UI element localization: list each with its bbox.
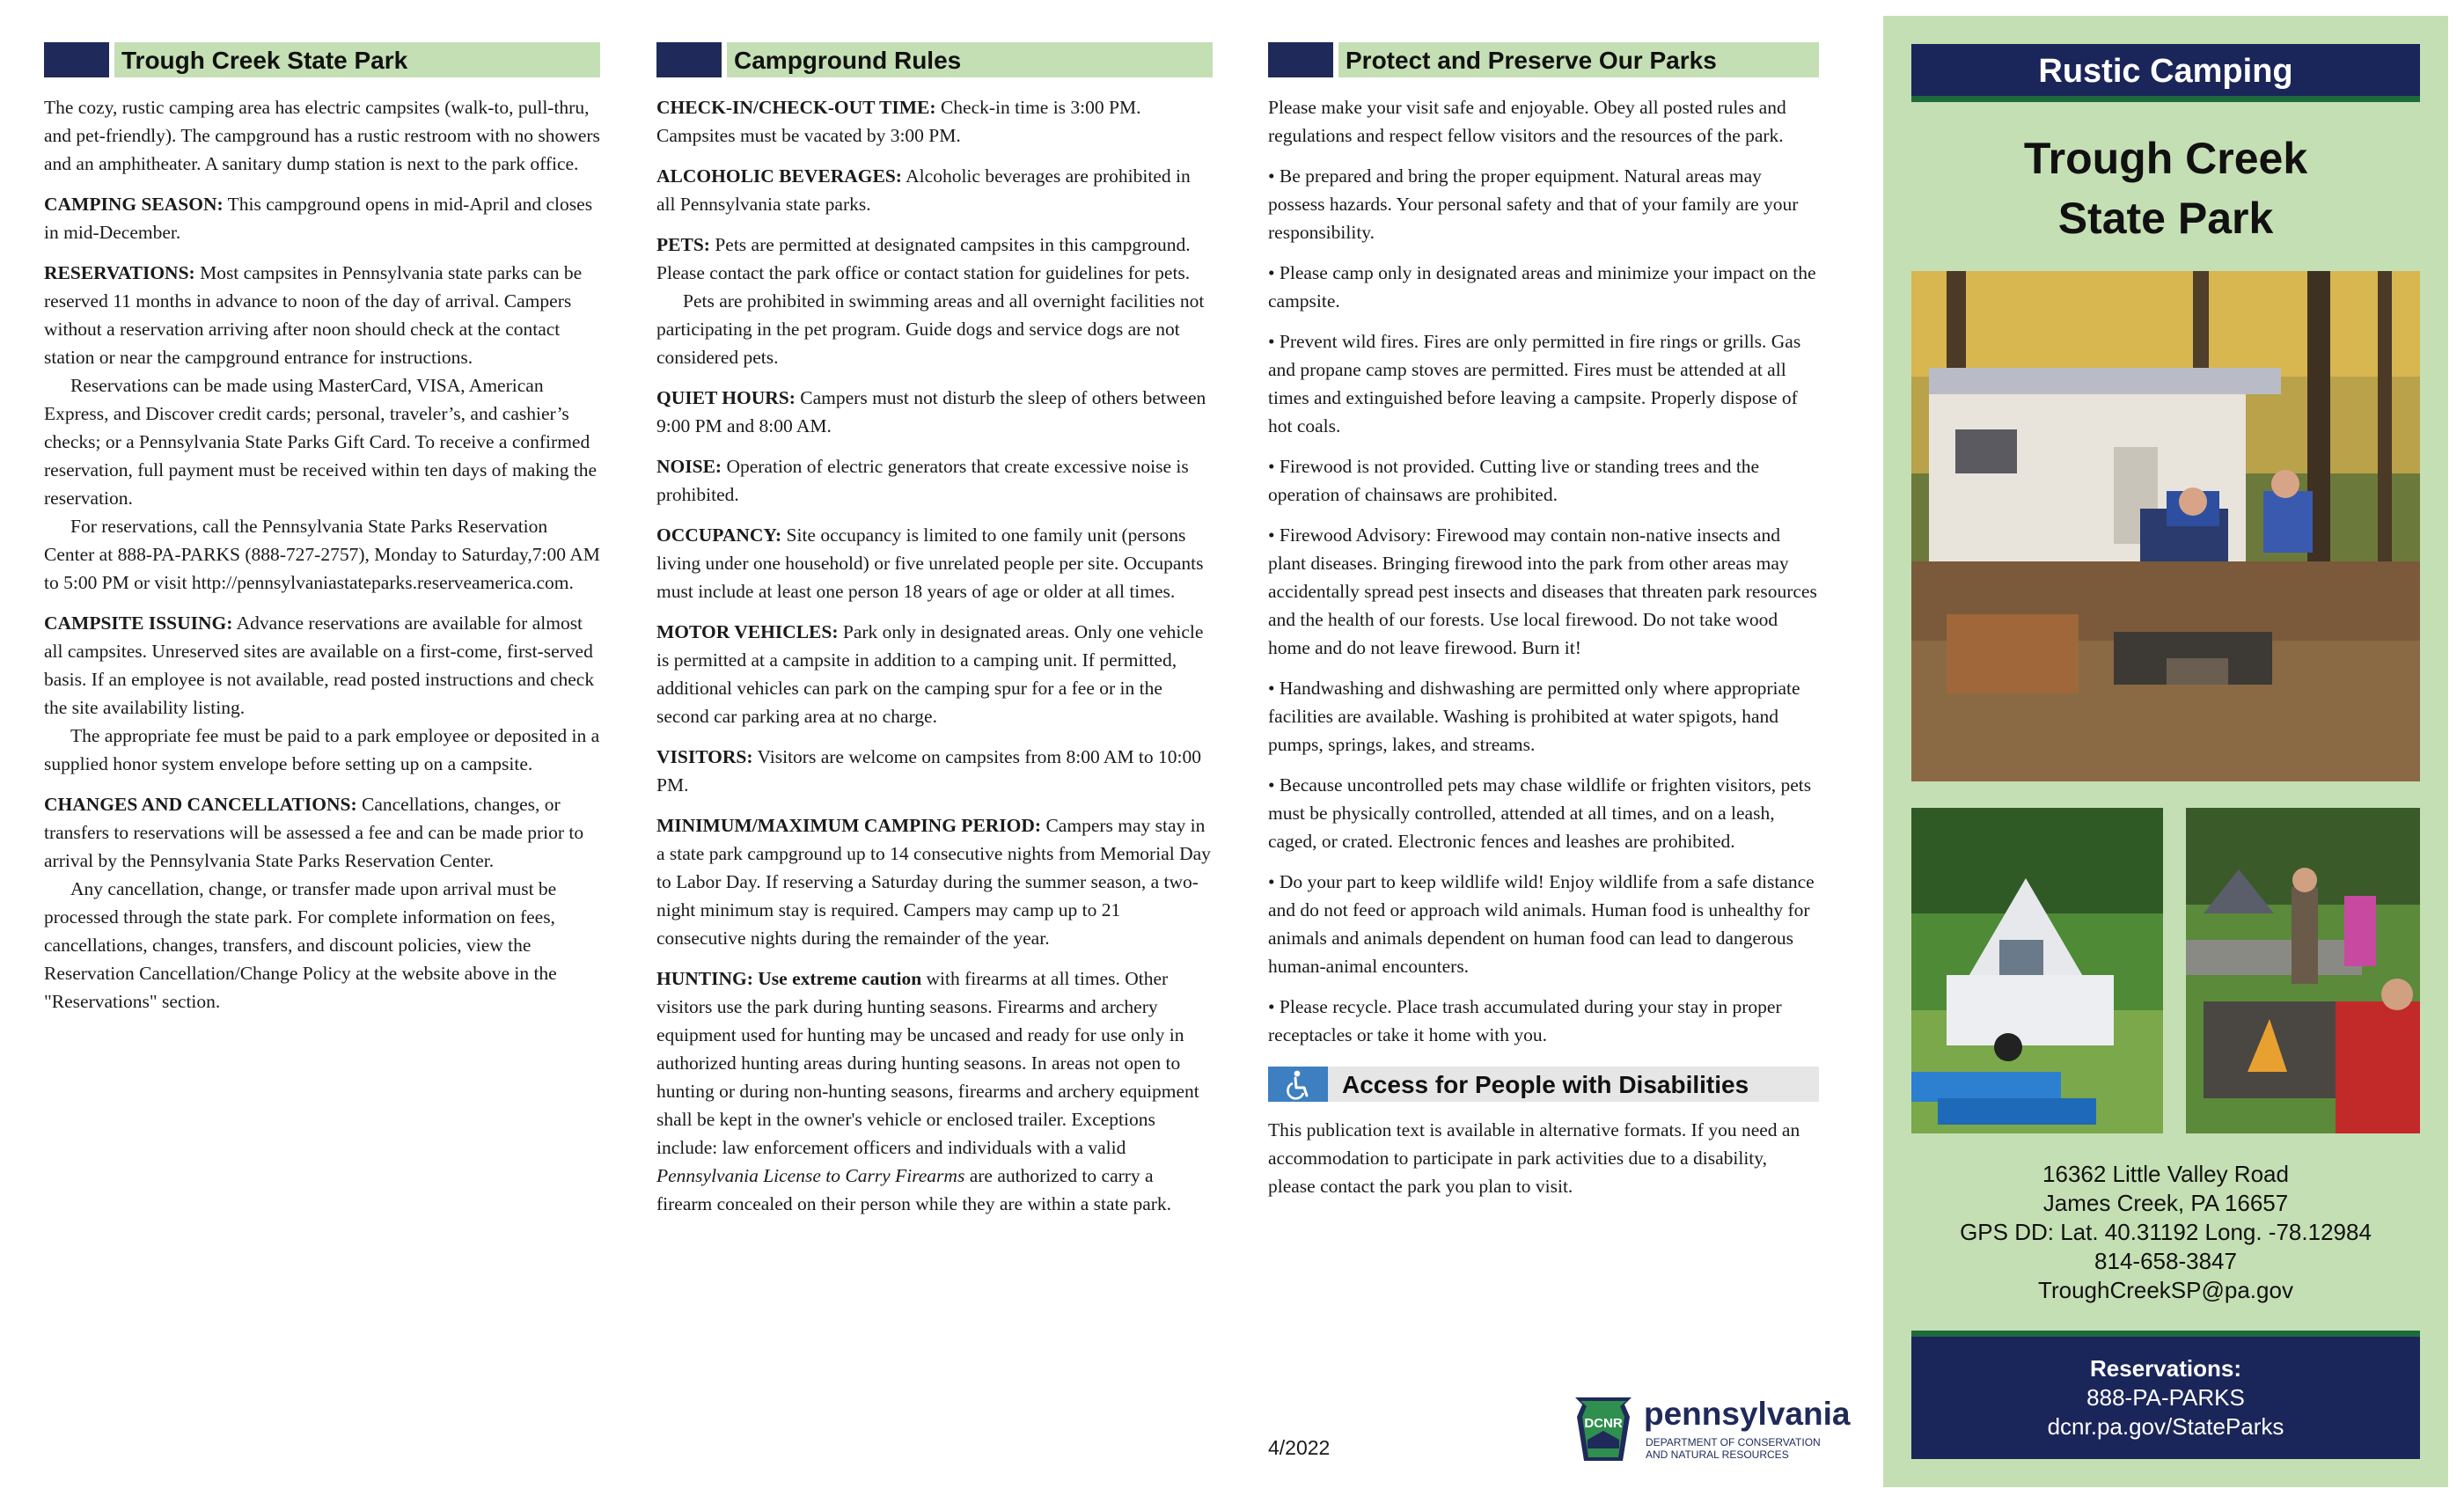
keystone-icon bbox=[1572, 1396, 1635, 1463]
checkin-rule: CHECK-IN/CHECK-OUT TIME: Check-in time is 3:00 PM. Campsites must be vacated by 3:00 PM. bbox=[656, 97, 1141, 146]
dcnr-logo bbox=[1572, 1396, 1851, 1464]
intro-paragraph: The cozy, rustic camping area has electric campsites (walk-to, pull-thru, and pet-friendly). The campground has a rustic restroom with no showers and an amphitheater. A sanitary dump station is next to the park office. bbox=[44, 97, 600, 174]
rustic-camping-banner bbox=[1911, 44, 2420, 102]
campfire-photo bbox=[2186, 808, 2420, 1133]
reservations-url: dcnr.pa.gov/StateParks bbox=[2047, 1413, 2284, 1440]
address-gps: GPS DD: Lat. 40.31192 Long. -78.12984 bbox=[1960, 1219, 2372, 1245]
reservations-heading: Reservations: bbox=[2090, 1355, 2241, 1382]
alcohol-rule: ALCOHOLIC BEVERAGES: Alcoholic beverages are prohibited in all Pennsylvania state parks. bbox=[656, 165, 1191, 215]
reservations-contact-paragraph: For reservations, call the Pennsylvania State Parks Reservation Center at 888-PA-PARKS (888-727-2757), Monday to Saturday,7:00 AM to 5:00 PM or visit http://pennsylvaniastateparks.reserveamerica.com. bbox=[44, 516, 600, 593]
campsite-photo bbox=[1911, 271, 2420, 781]
bullet-item: • Please recycle. Place trash accumulated during your stay in proper receptacles or take it home with you. bbox=[1268, 996, 1782, 1045]
reservations-phone: 888-PA-PARKS bbox=[2086, 1384, 2245, 1411]
changes-arrival-paragraph: Any cancellation, change, or transfer made upon arrival must be processed through the state park. For complete information on fees, cancellations, changes, transfers, and discount policies, view the Reservation Cancellation/Change Policy at the website above in the "Reservations" section. bbox=[44, 878, 557, 1012]
issuing-paragraph: CAMPSITE ISSUING: Advance reservations are available for almost all campsites. Unreserved sites are available on a first-come, first-served basis. If an employee is not available, read posted instructions and check the site availability listing. bbox=[44, 612, 595, 718]
bullet-item: • Firewood is not provided. Cutting live or standing trees and the operation of chainsaws are prohibited. bbox=[1268, 456, 1760, 505]
address-street: 16362 Little Valley Road bbox=[2042, 1161, 2289, 1187]
cover-panel bbox=[1883, 16, 2448, 1487]
section-header-park bbox=[44, 42, 600, 77]
logo-department: DEPARTMENT OF CONSERVATION AND NATURAL RESOURCES bbox=[1646, 1436, 1821, 1461]
park-title: Trough Creek State Park bbox=[2023, 134, 2308, 243]
logo-wordmark: pennsylvania bbox=[1644, 1396, 1851, 1432]
header-block bbox=[656, 42, 722, 77]
occupancy-rule: OCCUPANCY: Site occupancy is limited to one family unit (persons living under one household) or five unrelated people per site. Occupants must include at least one person 18 years of age or older at all times. bbox=[656, 524, 1204, 602]
section-title: Access for People with Disabilities bbox=[1342, 1071, 1749, 1098]
bullet-item: • Firewood Advisory: Firewood may contain non-native insects and plant diseases. Bringing firewood into the park from other areas may accidentally spread pest insects and diseases that threaten park resources and the health of our forests. Use local firewood. Do not take wood home and do not leave firewood. Burn it! bbox=[1268, 524, 1817, 658]
protect-intro: Please make your visit safe and enjoyable. Obey all posted rules and regulations and respect fellow visitors and the resources of the park. bbox=[1268, 97, 1786, 146]
reservations-box bbox=[1911, 1331, 2420, 1459]
bullet-item: • Because uncontrolled pets may chase wildlife or frighten visitors, pets must be physically controlled, attended at all times, and on a leash, caged, or crated. Electronic fences and leashes are prohibited. bbox=[1268, 774, 1812, 852]
wheelchair-icon bbox=[1268, 1067, 1328, 1102]
address-phone: 814-658-3847 bbox=[2094, 1248, 2237, 1274]
park-address bbox=[1883, 1160, 2448, 1305]
address-city: James Creek, PA 16657 bbox=[2042, 1190, 2289, 1216]
section-title: Campground Rules bbox=[734, 47, 962, 74]
section-header-rules bbox=[656, 42, 1213, 77]
hunting-rule: HUNTING: Use extreme caution with firearms at all times. Other visitors use the park during hunting seasons. Firearms and archery equipment used for hunting may be uncased and ready for use only in authorized hunting areas during hunting seasons. In areas not open to hunting or during non-hunting seasons, firearms and archery equipment shall be kept in the owner's vehicle or enclosed trailer. Exceptions include: law enforcement officers and individuals with a valid Pennsylvania License to Carry Firearms are authorized to carry a firearm concealed on their person while they are within a state park. bbox=[656, 968, 1199, 1214]
visitors-rule: VISITORS: Visitors are welcome on campsites from 8:00 AM to 10:00 PM. bbox=[656, 746, 1202, 796]
pets-rule-continued: Pets are prohibited in swimming areas and all overnight facilities not participating in the pet program. Guide dogs and service dogs are not considered pets. bbox=[656, 290, 1205, 368]
bullet-item: • Be prepared and bring the proper equipment. Natural areas may possess hazards. Your personal safety and that of your family are your responsibility. bbox=[1268, 165, 1799, 243]
bullet-item: • Please camp only in designated areas and minimize your impact on the campsite. bbox=[1268, 262, 1816, 312]
section-title: Protect and Preserve Our Parks bbox=[1346, 47, 1717, 74]
changes-paragraph: CHANGES AND CANCELLATIONS: Cancellations, changes, or transfers to reservations will be assessed a fee and can be made prior to arrival by the Pennsylvania State Parks Reservation Center. bbox=[44, 794, 584, 871]
bullet-item: • Do your part to keep wildlife wild! Enjoy wildlife from a safe distance and do not feed or approach wild animals. Human food is unhealthy for animals and animals dependent on human food can lead to dangerous human-animal encounters. bbox=[1268, 871, 1815, 977]
publication-date: 4/2022 bbox=[1268, 1436, 1331, 1459]
column-park-info bbox=[44, 42, 600, 1028]
season-paragraph: CAMPING SEASON: This campground opens in mid-April and closes in mid-December. bbox=[44, 194, 593, 243]
logo-mark-text: DCNR bbox=[1584, 1416, 1623, 1431]
issuing-fee-paragraph: The appropriate fee must be paid to a park employee or deposited in a supplied honor system envelope before setting up on a campsite. bbox=[44, 725, 600, 774]
trailer-photo bbox=[1911, 808, 2163, 1133]
banner-text: Rustic Camping bbox=[2038, 53, 2293, 90]
section-header-access bbox=[1268, 1067, 1819, 1102]
camping-period-rule: MINIMUM/MAXIMUM CAMPING PERIOD: Campers may stay in a state park campground up to 14 consecutive nights from Memorial Day to Labor Day. If reserving a Saturday during the summer season, a two-night minimum stay is required. Campers may camp up to 21 consecutive nights during the remainder of the year. bbox=[656, 815, 1211, 949]
column-campground-rules bbox=[656, 42, 1213, 1230]
quiet-hours-rule: QUIET HOURS: Campers must not disturb the sleep of others between 9:00 PM and 8:00 AM. bbox=[656, 387, 1206, 436]
bullet-item: • Handwashing and dishwashing are permitted only where appropriate facilities are available. Washing is prohibited at water spigots, hand pumps, springs, lakes, and streams. bbox=[1268, 678, 1800, 755]
noise-rule: NOISE: Operation of electric generators that create excessive noise is prohibited. bbox=[656, 456, 1189, 505]
pets-rule: PETS: Pets are permitted at designated campsites in this campground. Please contact the park office or contact station for guidelines for pets. bbox=[656, 234, 1191, 283]
reservations-paragraph: RESERVATIONS: Most campsites in Pennsylvania state parks can be reserved 11 months in advance to noon of the day of arrival. Campers without a reservation arriving after noon should check at the contact station or near the campground entrance for instructions. bbox=[44, 262, 583, 368]
reservations-payment-paragraph: Reservations can be made using MasterCard, VISA, American Express, and Discover credit cards; personal, traveler’s, and cashier’s checks; or a Pennsylvania State Parks Gift Card. To receive a confirmed reservation, full payment must be received within ten days of making the reservation. bbox=[44, 375, 598, 509]
bullet-item: • Prevent wild fires. Fires are only permitted in fire rings or grills. Gas and propane camp stoves are permitted. Fires must be attended at all times and extinguished before leaving a campsite. Properly dispose of hot coals. bbox=[1268, 331, 1801, 436]
access-paragraph: This publication text is available in alternative formats. If you need an accommodation to participate in park activities due to a disability, please contact the park you plan to visit. bbox=[1268, 1119, 1800, 1197]
section-header-protect bbox=[1268, 42, 1819, 77]
header-block bbox=[44, 42, 109, 77]
motor-vehicles-rule: MOTOR VEHICLES: Park only in designated areas. Only one vehicle is permitted at a campsite in addition to a camping unit. If permitted, additional vehicles can park on the camping spur for a fee or in the second car parking area at no charge. bbox=[656, 621, 1204, 727]
section-title: Trough Creek State Park bbox=[121, 47, 408, 74]
header-block bbox=[1268, 42, 1333, 77]
column-protect-parks bbox=[1268, 42, 1819, 1213]
address-email: TroughCreekSP@pa.gov bbox=[2038, 1277, 2293, 1303]
